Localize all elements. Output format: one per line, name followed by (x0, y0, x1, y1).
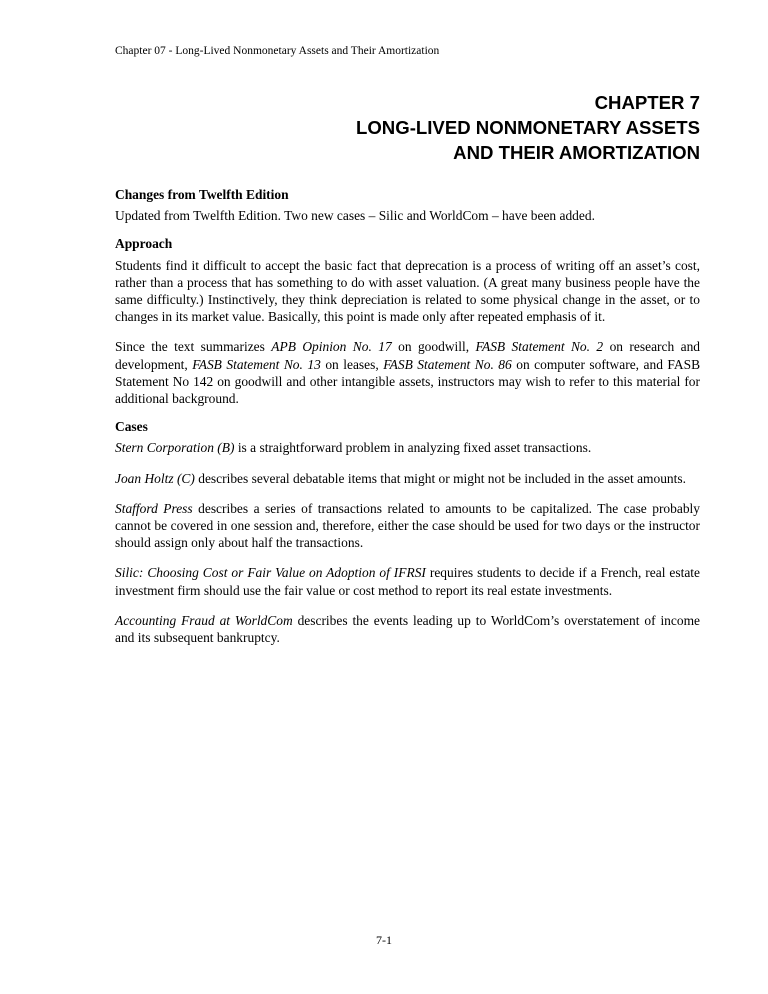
case-description: describes several debatable items that might or might not be included in the asset amounts. (194, 470, 686, 486)
fasb-statement-2-ref: FASB Statement No. 2 (475, 339, 604, 355)
approach-p2-text-5: on computer software, and FASB Statement No 142 on goodwill and other intangible assets, instructors may wish to refer to this material for additional background. (115, 356, 701, 407)
approach-p2-text-3: on research and development, (115, 339, 701, 372)
approach-heading: Approach (115, 236, 173, 252)
case-name: Joan Holtz (C) (115, 470, 195, 486)
chapter-title-line-2: AND THEIR AMORTIZATION (453, 142, 700, 163)
approach-paragraph-1: Students find it difficult to accept the basic fact that deprecation is a process of writing off an asset’s cost, rather than a process that has something to do with asset valuation. (A great many business people have the same difficulty.) Instinctively, they think depreciation is related to some physical change in the asset, or to changes in its market value. Basically, this point is made only after repeated emphasis of it. (115, 257, 700, 325)
approach-p2-text-4: on leases, (320, 356, 384, 372)
changes-text: Updated from Twelfth Edition. Two new cases – Silic and WorldCom – have been added. (115, 208, 595, 224)
changes-heading: Changes from Twelfth Edition (115, 187, 289, 202)
approach-p2-text-2: on goodwill, (391, 339, 476, 355)
case-name: Silic: Choosing Cost or Fair Value on Adoption of IFRSI (115, 565, 426, 581)
case-joan-holtz (115, 470, 700, 487)
case-stern-corporation (115, 439, 700, 456)
case-name: Stern Corporation (B) (115, 440, 235, 456)
apb-opinion-17-ref: APB Opinion No. 17 (271, 339, 392, 355)
page-number: 7-1 (376, 933, 392, 947)
case-silic (115, 564, 700, 598)
case-description: is a straightforward problem in analyzing fixed asset transactions. (234, 440, 592, 456)
chapter-number: CHAPTER 7 (594, 92, 700, 113)
fasb-statement-86-ref: FASB Statement No. 86 (383, 356, 512, 372)
case-description: requires students to decide if a French, real estate investment firm should use the fair value or cost method to report its real estate investments. (115, 565, 700, 598)
case-stafford-press (115, 500, 700, 552)
approach-p2-text-1: Since the text summarizes (115, 339, 272, 355)
chapter-title-line-1: LONG-LIVED NONMONETARY ASSETS (355, 117, 700, 138)
document-body (115, 186, 700, 646)
chapter-title (356, 90, 700, 165)
running-header: Chapter 07 - Long-Lived Nonmonetary Assets and Their Amortization (115, 45, 440, 57)
case-worldcom (115, 612, 700, 646)
fasb-statement-13-ref: FASB Statement No. 13 (192, 356, 321, 372)
case-description: describes a series of transactions related to amounts to be capitalized. The case probably cannot be covered in one session and, therefore, either the case should be used for two days or the instructor should assign only about half the transactions. (115, 500, 701, 551)
case-name: Stafford Press (115, 500, 193, 516)
cases-heading: Cases (115, 419, 148, 435)
case-description: describes the events leading up to WorldCom’s overstatement of income and its subsequent bankruptcy. (115, 612, 700, 646)
approach-paragraph-2 (115, 338, 700, 407)
case-name: Accounting Fraud at WorldCom (115, 612, 293, 628)
